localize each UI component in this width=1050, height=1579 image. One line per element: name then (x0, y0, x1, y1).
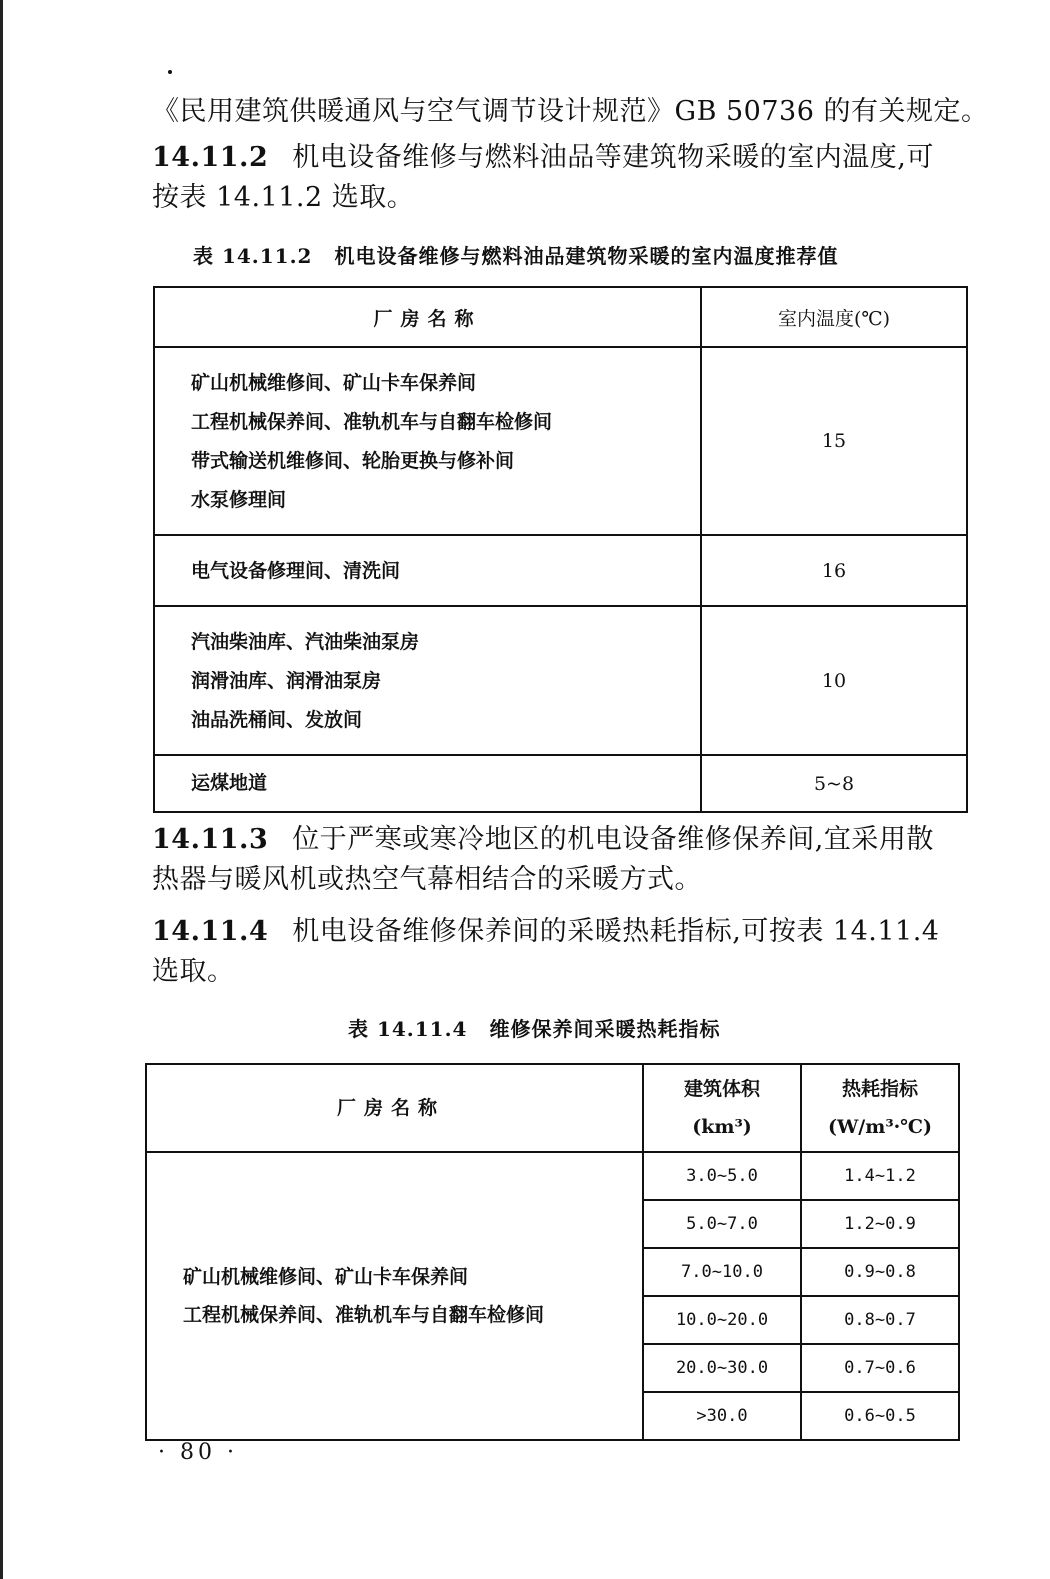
caption-title: 维修保养间采暖热耗指标 (489, 1017, 721, 1041)
building-names (154, 535, 701, 606)
table-caption (348, 1013, 720, 1042)
clause-text: 机电设备维修保养间的采暖热耗指标,可按表 14.11.4 (292, 916, 940, 947)
header-volume-label: 建筑体积 (683, 1078, 760, 1100)
building-name: 带式输送机维修间、轮胎更换与修补间 (191, 450, 515, 472)
clause-text: 机电设备维修与燃料油品等建筑物采暖的室内温度,可 (292, 142, 934, 173)
header-building-name: 厂房名称 (154, 287, 701, 347)
volume-value: 7.0~10.0 (643, 1248, 801, 1296)
heat-consumption-table (145, 1063, 960, 1441)
building-name: 油品洗桶间、发放间 (191, 709, 363, 731)
temp-value: 10 (701, 606, 967, 755)
scan-dot (168, 70, 172, 74)
table-header-row (146, 1064, 959, 1152)
index-value: 1.2~0.9 (801, 1200, 959, 1248)
building-names (154, 347, 701, 535)
building-name: 运煤地道 (191, 772, 268, 794)
clause-number: 14.11.4 (152, 916, 269, 947)
header-building-name: 厂房名称 (146, 1064, 643, 1152)
clause-14-11-2 (152, 138, 934, 218)
caption-number: 表 14.11.4 (348, 1017, 468, 1041)
building-name: 工程机械保养间、准轨机车与自翻车检修间 (183, 1304, 545, 1326)
scan-edge (0, 0, 3, 1579)
temp-value: 5~8 (701, 755, 967, 812)
building-names (154, 755, 701, 812)
indoor-temperature-table (153, 286, 968, 813)
clause-14-11-4 (152, 912, 939, 992)
clause-number: 14.11.3 (152, 824, 269, 855)
volume-value: >30.0 (643, 1392, 801, 1440)
building-name: 矿山机械维修间、矿山卡车保养间 (191, 372, 477, 394)
building-name: 润滑油库、润滑油泵房 (191, 670, 382, 692)
index-value: 1.4~1.2 (801, 1152, 959, 1200)
table-row (154, 535, 967, 606)
building-name: 汽油柴油库、汽油柴油泵房 (191, 631, 420, 653)
clause-14-11-3 (152, 820, 934, 900)
table-caption (193, 240, 838, 269)
temp-value: 16 (701, 535, 967, 606)
header-index-unit: (W/m³·℃) (827, 1116, 933, 1138)
temp-value: 15 (701, 347, 967, 535)
building-names (154, 606, 701, 755)
building-name: 电气设备修理间、清洗间 (191, 560, 401, 582)
caption-title: 机电设备维修与燃料油品建筑物采暖的室内温度推荐值 (334, 244, 839, 268)
clause-text: 选取。 (152, 956, 235, 987)
index-value: 0.6~0.5 (801, 1392, 959, 1440)
building-name: 工程机械保养间、准轨机车与自翻车检修间 (191, 411, 553, 433)
building-name: 水泵修理间 (191, 489, 287, 511)
index-value: 0.9~0.8 (801, 1248, 959, 1296)
header-indoor-temp: 室内温度(℃) (701, 287, 967, 347)
caption-number: 表 14.11.2 (193, 244, 313, 268)
index-value: 0.7~0.6 (801, 1344, 959, 1392)
table-row (154, 755, 967, 812)
table-row (154, 606, 967, 755)
building-names (146, 1152, 643, 1440)
table-header-row (154, 287, 967, 347)
header-volume (643, 1064, 801, 1152)
clause-text: 位于严寒或寒冷地区的机电设备维修保养间,宜采用散 (292, 824, 934, 855)
volume-value: 5.0~7.0 (643, 1200, 801, 1248)
index-value: 0.8~0.7 (801, 1296, 959, 1344)
intro-line: 《民用建筑供暖通风与空气调节设计规范》GB 50736 的有关规定。 (152, 96, 989, 127)
building-name: 矿山机械维修间、矿山卡车保养间 (183, 1266, 469, 1288)
volume-value: 3.0~5.0 (643, 1152, 801, 1200)
clause-number: 14.11.2 (152, 142, 269, 173)
header-index-label: 热耗指标 (841, 1078, 918, 1100)
table-row (154, 347, 967, 535)
table-row (146, 1152, 959, 1200)
header-heat-index (801, 1064, 959, 1152)
clause-text: 热器与暖风机或热空气幕相结合的采暖方式。 (152, 864, 702, 895)
volume-value: 10.0~20.0 (643, 1296, 801, 1344)
page-number: · 80 · (158, 1440, 238, 1465)
volume-value: 20.0~30.0 (643, 1344, 801, 1392)
header-volume-unit: (km³) (692, 1116, 752, 1138)
clause-text: 按表 14.11.2 选取。 (152, 182, 415, 213)
